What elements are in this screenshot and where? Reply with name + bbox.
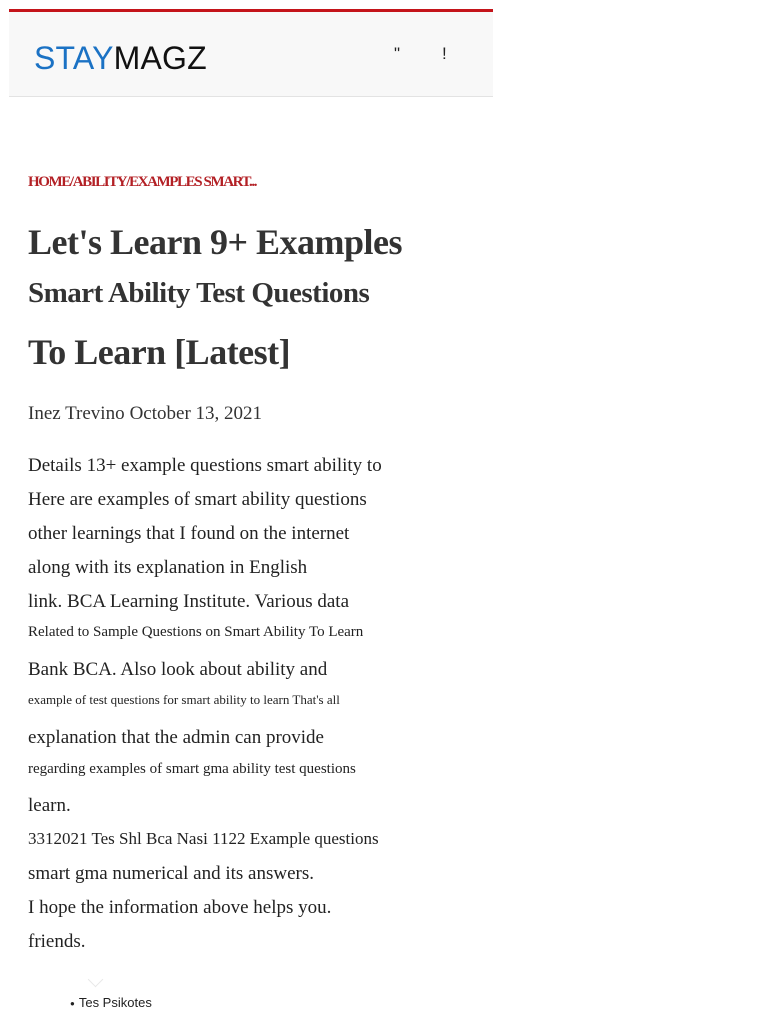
page-title-line-1: Let's Learn 9+ Examples	[28, 222, 403, 262]
body-line: Here are examples of smart ability questions	[28, 489, 367, 510]
menu-icon[interactable]: !	[442, 44, 447, 63]
body-line: 3312021 Tes Shl Bca Nasi 1122 Example questions	[28, 829, 379, 848]
site-logo[interactable]	[34, 40, 207, 76]
body-line: other learnings that I found on the internet	[28, 523, 350, 544]
publish-date: October 13, 2021	[129, 403, 263, 424]
body-line: friends.	[28, 931, 86, 952]
logo-part-magz: MAGZ	[113, 40, 207, 76]
body-line: Related to Sample Questions on Smart Ability To Learn	[28, 624, 364, 640]
body-line: Details 13+ example questions smart ability to	[28, 455, 382, 476]
breadcrumb-ability[interactable]: ABILITY	[72, 174, 127, 190]
body-line: learn.	[28, 795, 71, 816]
body-line: along with its explanation in English	[28, 557, 308, 578]
breadcrumb-home[interactable]: HOME	[28, 174, 70, 190]
article-meta	[28, 403, 262, 425]
body-line: Bank BCA. Also look about ability and	[28, 659, 328, 680]
breadcrumb-current: EXAMPLES SMART...	[129, 174, 257, 190]
chevron-down-icon	[88, 972, 104, 988]
breadcrumb-separator: /	[69, 174, 73, 190]
site-header	[9, 9, 493, 97]
breadcrumb	[28, 174, 256, 191]
body-line: link. BCA Learning Institute. Various data	[28, 591, 350, 612]
body-line: example of test questions for smart ability to learn That's all	[28, 692, 340, 707]
page-title-line-2: Smart Ability Test Questions	[28, 277, 370, 309]
body-line: I hope the information above helps you.	[28, 897, 332, 918]
bullet-icon: ●	[70, 999, 75, 1009]
search-icon[interactable]: "	[394, 44, 401, 63]
body-line: regarding examples of smart gma ability test questions	[28, 761, 356, 777]
body-line: smart gma numerical and its answers.	[28, 863, 314, 884]
tag-list	[70, 995, 152, 1010]
author-name[interactable]: Inez Trevino	[28, 403, 125, 424]
body-line: explanation that the admin can provide	[28, 727, 324, 748]
breadcrumb-separator: /	[126, 174, 130, 190]
page-title-line-3: To Learn [Latest]	[28, 332, 291, 372]
tag-link[interactable]: Tes Psikotes	[78, 995, 152, 1010]
logo-part-stay: STAY	[34, 40, 114, 76]
